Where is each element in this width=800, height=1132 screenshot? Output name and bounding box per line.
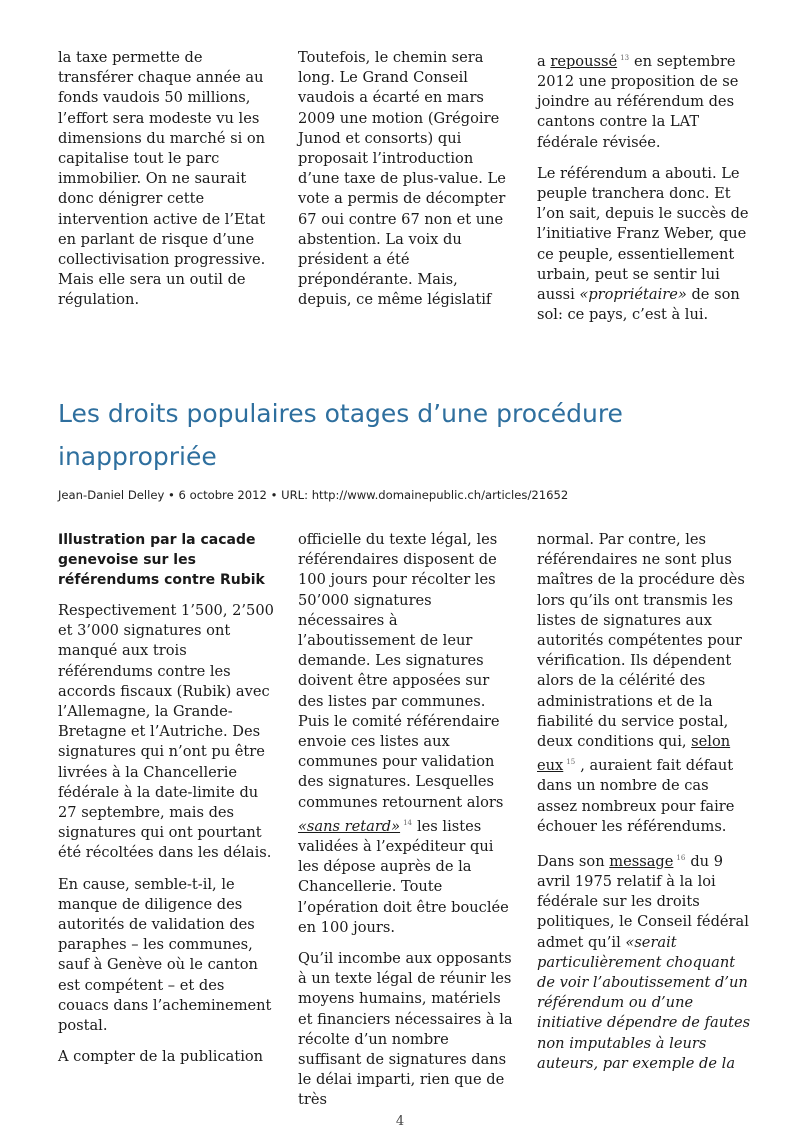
text-run: de son sol: ce pays, c’est à lui. bbox=[537, 286, 740, 324]
top-column-1 bbox=[58, 48, 274, 322]
paragraph: Qu’il incombe aux opposants à un texte légal de réunir les moyens humains, matériels et financiers nécessaires à la récolte d’un nombre suffisant de signatures dans le délai imparti, rien que de très bbox=[298, 949, 513, 1109]
emphasis: «sans retard» bbox=[298, 817, 401, 835]
footnote-number: 16 bbox=[676, 853, 686, 862]
page-number: 4 bbox=[395, 1114, 405, 1129]
paragraph: Toutefois, le chemin sera long. Le Grand Conseil vaudois a écarté en mars 2009 une motion (Grégoire Junod et consorts) qui proposait l’introduction d’une taxe de plus-value. Le vote a permis de décompter 67 oui contre 67 non et une abstention. La voix du président a été prépondérante. Mais, depuis, ce même législatif bbox=[298, 49, 506, 309]
footnote-number: 13 bbox=[620, 54, 630, 62]
paragraph bbox=[537, 48, 753, 153]
paragraph: En cause, semble-t-il, le manque de diligence des autorités de validation des paraphes – les communes, sauf à Genève où le canton est compétent – et des couacs dans l’acheminement postal. bbox=[58, 875, 272, 1035]
article-byline: Jean-Daniel Delley • 6 octobre 2012 • URL: http://www.domainepublic.ch/articles/21652 bbox=[58, 488, 569, 502]
paragraph bbox=[537, 164, 753, 326]
text-run: les listes validées à l’expéditeur qui les dépose auprès de la Chancellerie. Toute l’opération doit être bouclée en 100 jours. bbox=[298, 817, 509, 936]
text-run: Le référendum a abouti. Le peuple tranchera donc. Et l’on sait, depuis le succès de l’initiative Franz Weber, que ce peuple, essentiellement urbain, peut se sentir lui aussi bbox=[537, 164, 749, 304]
text-run: a bbox=[537, 52, 546, 70]
emphasis: «serait particulièrement choquant de voir l’aboutissement d’un référendum ou d’une initiative dépendre de fautes non imputables à leurs auteurs, par exemple de la bbox=[537, 933, 751, 1072]
text-run: en septembre 2012 une proposition de se joindre au référendum des cantons contre la LAT fédérale révisée. bbox=[537, 52, 739, 151]
text-run: du 9 avril 1975 relatif à la loi fédérale sur les droits politiques, le Conseil fédéral admet qu’il bbox=[537, 852, 749, 951]
footnote-link-selon-eux[interactable]: selon eux bbox=[537, 733, 731, 775]
paragraph: la taxe permette de transférer chaque année au fonds vaudois 50 millions, l’effort sera modeste vu les dimensions du marché si on capitalise tout le parc immobilier. On ne saurait donc dénigrer cette intervention active de l’Etat en parlant de risque d’une collectivisation progressive. Mais elle sera un outil de régulation. bbox=[58, 49, 266, 309]
article-subhead: Illustration par la cacade genevoise sur les référendums contre Rubik bbox=[58, 532, 265, 588]
footnote-number: 14 bbox=[403, 818, 412, 827]
text-run: Dans son bbox=[537, 852, 605, 870]
text-run: officielle du texte légal, les référendaires disposent de 100 jours pour récolter les 50’000 signatures nécessaires à l’aboutissement de leur demande. Les signatures doivent être apposées sur des listes par communes. Puis le comité référendaire envoie ces listes aux communes pour validation des signatures. Lesquelles communes retournent alors bbox=[298, 531, 504, 811]
article-column-3 bbox=[537, 530, 753, 1085]
top-column-2 bbox=[298, 48, 514, 322]
paragraph: Respectivement 1’500, 2’500 et 3’000 signatures ont manqué aux trois référendums contre les accords fiscaux (Rubik) avec l’Allemagne, la Grande-Bretagne et l’Autriche. Des signatures qui n’ont pu être livrées à la Chancellerie fédérale à la date-limite du 27 septembre, mais des signatures qui ont pourtant été récoltées dans les délais. bbox=[58, 602, 274, 862]
paragraph bbox=[537, 848, 753, 1074]
footnote-link-message[interactable]: message bbox=[609, 852, 674, 870]
paragraph bbox=[298, 530, 514, 938]
article-title: Les droits populaires otages d’une procédure inappropriée bbox=[58, 399, 623, 471]
footnote-number: 15 bbox=[566, 758, 576, 767]
article-column-2 bbox=[298, 530, 514, 1122]
footnote-link-repousse[interactable]: repoussé bbox=[550, 52, 618, 70]
text-run: normal. Par contre, les référendaires ne sont plus maîtres de la procédure dès lors qu’ils ont transmis les listes de signatures aux autorités compétentes pour vérification. Ils dépendent alors de la célérité des administrations et de la fiabilité du service postal, deux conditions qui, bbox=[537, 531, 745, 751]
text-run: , auraient fait défaut dans un nombre de cas assez nombreux pour faire échouer les référendums. bbox=[537, 757, 735, 835]
emphasis: «propriétaire» bbox=[579, 286, 687, 304]
footnote-link-sans-retard[interactable] bbox=[298, 818, 400, 835]
paragraph bbox=[537, 530, 753, 837]
paragraph: A compter de la publication bbox=[58, 1048, 264, 1066]
article-column-1 bbox=[58, 530, 274, 1078]
top-column-3 bbox=[537, 48, 753, 337]
